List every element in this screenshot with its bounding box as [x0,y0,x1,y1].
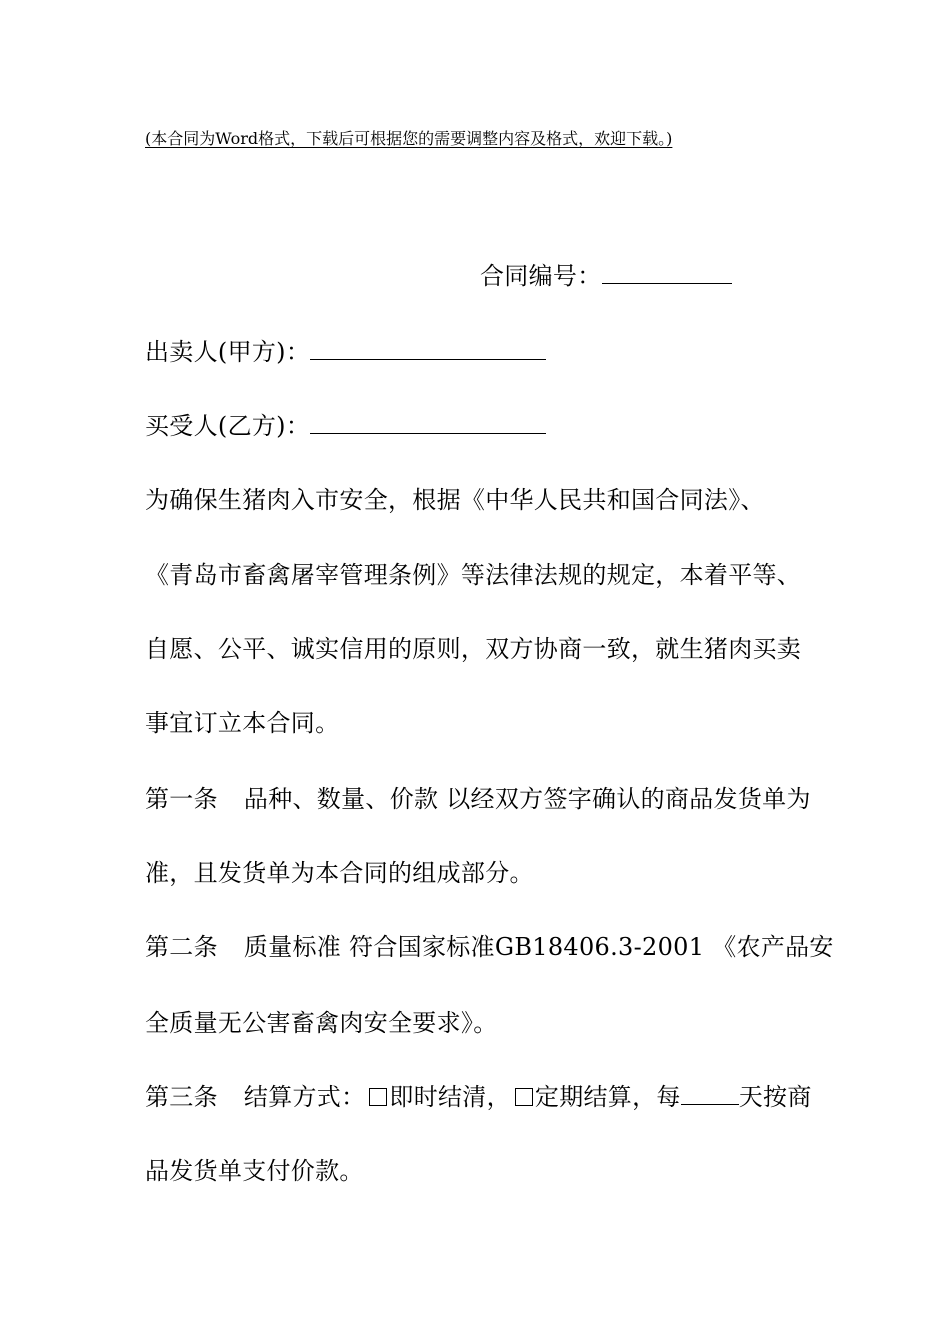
seller-line [145,334,546,370]
article-2-heading: 质量标准 [243,933,342,961]
contract-number-blank [602,259,732,284]
buyer-label: 买受人(乙方)： [145,412,311,440]
article-2-line-2: 全质量无公害畜禽肉安全要求》。 [145,1009,498,1037]
seller-label: 出卖人(甲方)： [145,338,311,366]
immediate-settlement-checkbox[interactable] [369,1088,387,1106]
preamble-line-2: 《青岛市畜禽屠宰管理条例》等法律法规的规定，本着平等、 [145,561,802,589]
periodic-settlement-checkbox[interactable] [515,1088,533,1106]
word-format-notice: (本合同为Word格式，下载后可根据您的需要调整内容及格式，欢迎下载。) [145,129,673,148]
periodic-settlement-label: 定期结算，每 [534,1083,681,1111]
article-3-title: 第三条 [145,1083,218,1111]
preamble-line-4: 事宜订立本合同。 [145,709,340,737]
article-3-heading: 结算方式： [243,1083,366,1111]
article-1-heading: 品种、数量、价款 [243,785,439,813]
article-1-title: 第一条 [145,785,218,813]
immediate-settlement-label: 即时结清， [389,1083,511,1111]
article-2-text: 符合国家标准GB18406.3-2001 《农产品安 [349,933,834,961]
article-1-line-1 [145,781,811,817]
contract-number-line [480,258,732,294]
article-1-text: 以经双方签字确认的商品发货单为 [446,785,811,813]
buyer-line [145,408,546,444]
article-1-line-2: 准，且发货单为本合同的组成部分。 [145,859,534,887]
contract-number-label: 合同编号： [480,262,602,290]
article-3-line-1 [145,1079,812,1115]
article-2-title: 第二条 [145,933,218,961]
buyer-name-blank [310,409,546,434]
settlement-days-suffix: 天按商 [738,1083,812,1111]
article-3-line-2: 品发货单支付价款。 [145,1157,364,1185]
preamble-line-3: 自愿、公平、诚实信用的原则，双方协商一致，就生猪肉买卖 [145,635,802,663]
seller-name-blank [310,335,546,360]
settlement-days-blank [681,1080,739,1105]
article-2-line-1 [145,929,834,965]
preamble-line-1: 为确保生猪肉入市安全，根据《中华人民共和国合同法》、 [145,486,765,514]
